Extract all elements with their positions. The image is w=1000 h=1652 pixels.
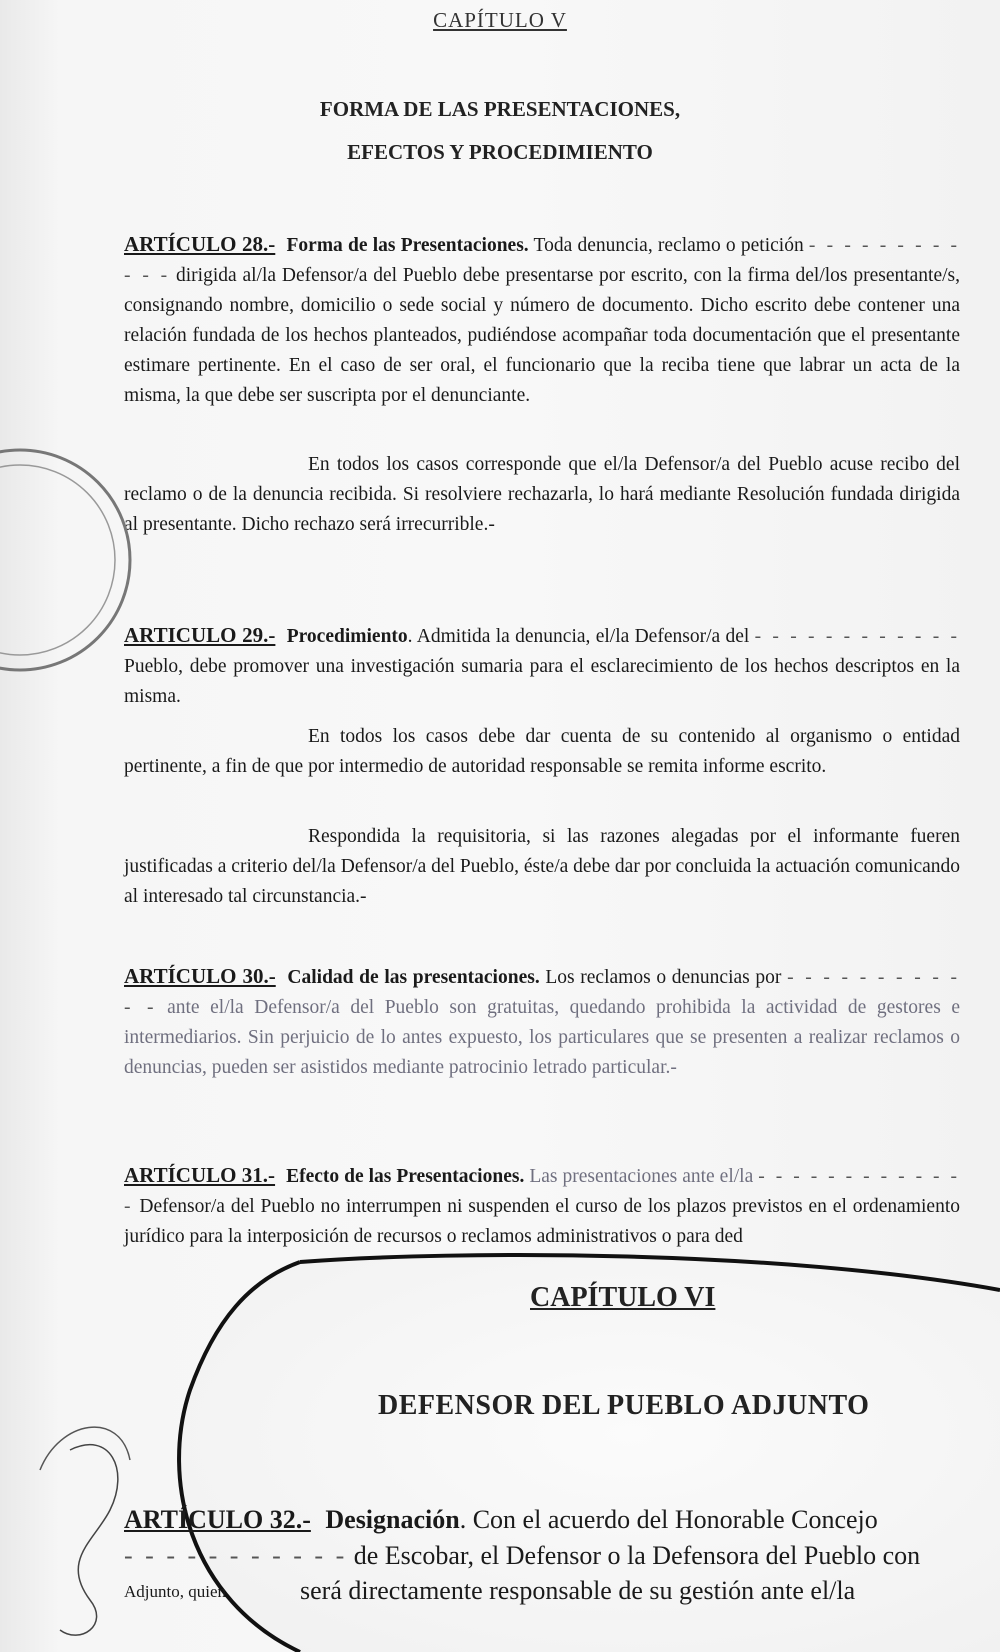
article-28-text2: dirigida al/la Defensor/a del Pueblo debe presentarse por escrito, con la firma del/los presentante/s, consignando nombre, domicilio o sede social y número de documento. Dicho escrito debe contener una relación fundada de los hechos planteados, pudiéndose acompañar toda documentación que el presentante estimare pertinente. En el caso de ser oral, el funcionario que la reciba tiene que labrar un acta de la misma, la que debe ser suscripta por el denunciante. (124, 265, 961, 406)
article-32-line2 (124, 1541, 920, 1571)
article-32-text2: de Escobar, el Defensor o la Defensora del Pueblo con (347, 1541, 921, 1570)
article-30-dashes: - - - - - - - - - - - - (124, 967, 961, 1018)
article-29-subtitle: Procedimiento (286, 626, 408, 647)
article-31-heading: ARTÍCULO 31.- (124, 1163, 276, 1187)
article-30-text1: Los reclamos o denuncias por (539, 967, 782, 988)
article-29-dashes: - - - - - - - - - - - - (754, 626, 961, 647)
chapter-5-title-line1: FORMA DE LAS PRESENTACIONES, (319, 97, 681, 121)
official-stamp (0, 450, 130, 670)
article-32-text1: . Con el acuerdo del Honorable Concejo (459, 1505, 878, 1534)
article-32-subtitle: Designación (325, 1505, 460, 1534)
article-31-text2: Defensor/a del Pueblo no interrumpen ni suspenden el curso de los plazos previstos en el ordenamiento jurídico para la interposición de recursos o reclamos administrativos o para ded (124, 1196, 960, 1247)
article-30-text2: ante el/la Defensor/a del Pueblo son gratuitas, quedando prohibida la actividad de gestores e intermediarios. Sin perjuicio de lo antes expuesto, los particulares que se presenten a realizar reclamos o denuncias, pueden ser asistidos mediante patrocinio letrado particular.- (124, 997, 960, 1078)
article-29-paragraph-3: Respondida la requisitoria, si las razones alegadas por el informante fueren justificadas a criterio del/la Defensor/a del Pueblo, éste/a debe dar por concluida la actuación comunicando al interesado tal circunstancia.- (124, 826, 960, 907)
article-32-dashes: - - - - - - - - - - - (124, 1541, 348, 1570)
official-stamp-inner (0, 465, 115, 655)
article-31-dashes: - - - - - - - - - - - - - (124, 1166, 961, 1217)
chapter-6-title: DEFENSOR DEL PUEBLO ADJUNTO (378, 1390, 870, 1421)
chapter-5-title-line2: EFECTOS Y PROCEDIMIENTO (347, 140, 653, 164)
article-28-dashes: - - - - - - - - - - - - (124, 235, 961, 286)
article-28-text1: Toda denuncia, reclamo o petición (528, 235, 804, 256)
article-30-heading: ARTÍCULO 30.- (124, 964, 276, 988)
article-29-paragraph-2: En todos los casos debe dar cuenta de su contenido al organismo o entidad pertinente, a fin de que por intermedio de autoridad responsable se remita informe escrito. (124, 726, 960, 777)
article-28-heading: ARTÍCULO 28.- (124, 232, 276, 256)
article-32-line1 (124, 1500, 878, 1540)
signature-stroke (40, 1427, 130, 1470)
article-32-line3-small: Adjunto, quien (124, 1582, 226, 1601)
article-28-paragraph-2: En todos los casos corresponde que el/la Defensor/a del Pueblo acuse recibo del reclamo o de la denuncia recibida. Si resolviere rechazarla, lo hará mediante Resolución fundada dirigida al presentante. Dicho rechazo será irrecurrible.- (124, 454, 960, 535)
article-31-subtitle: Efecto de las Presentaciones. (286, 1166, 525, 1187)
article-30-subtitle: Calidad de las presentaciones. (287, 967, 540, 988)
article-32-line3-large: será directamente responsable de su gestión ante el/la (300, 1576, 856, 1605)
article-29-heading: ARTICULO 29.- (124, 623, 276, 647)
article-29-text2: Pueblo, debe promover una investigación sumaria para el esclarecimiento de los hechos descriptos en la misma. (124, 656, 960, 707)
chapter-6-label: CAPÍTULO VI (530, 1282, 716, 1313)
article-28-subtitle: Forma de las Presentaciones. (286, 235, 529, 256)
article-32-heading: ARTÍCULO 32.- (124, 1505, 311, 1534)
article-29-text1: . Admitida la denuncia, el/la Defensor/a del (407, 626, 750, 647)
article-31-text1: Las presentaciones ante el/la (524, 1166, 754, 1187)
chapter-5-label: CAPÍTULO V (433, 8, 567, 32)
handwritten-signature (60, 1445, 118, 1635)
